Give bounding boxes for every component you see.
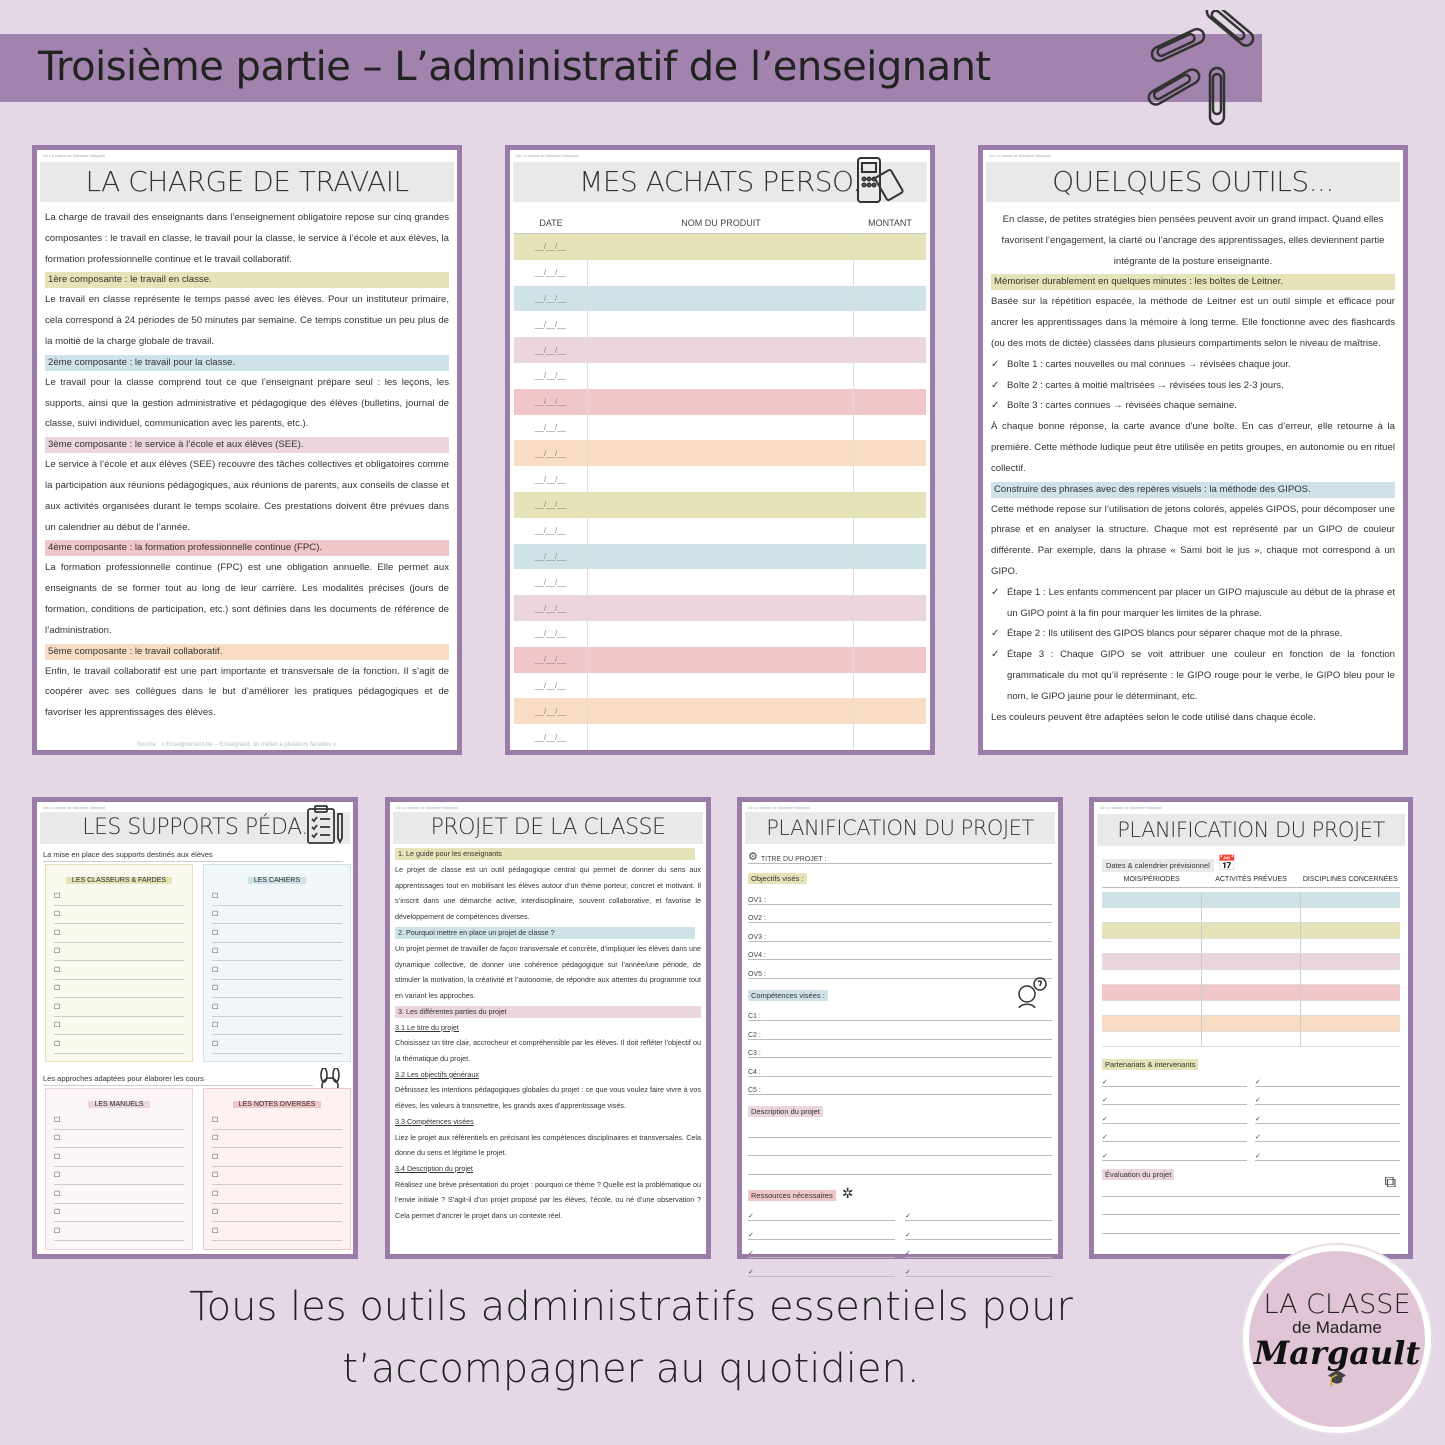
table-row <box>514 698 926 724</box>
graduation-cap-icon: 🎓 <box>1327 1370 1347 1387</box>
checkbox-line[interactable]: ☐ <box>54 1222 184 1241</box>
plan-row <box>1102 923 1400 939</box>
form-line[interactable]: C4 : <box>748 1058 1052 1077</box>
checklist-item: ✓ Boîte 2 : cartes à moitié maîtrisées → révisées tous les 2-3 jours. <box>991 376 1395 397</box>
plan-row <box>1102 892 1400 908</box>
date-placeholder: __/__/__ <box>534 732 567 742</box>
date-placeholder: __/__/__ <box>534 397 567 407</box>
puzzle-icon: ⧉ <box>1384 1174 1396 1191</box>
checkbox-line[interactable]: ☐ <box>54 998 184 1017</box>
table-row <box>514 492 926 518</box>
table-row <box>514 569 926 595</box>
table-row <box>514 415 926 441</box>
thinking-person-icon <box>1014 976 1048 1010</box>
checkbox-line[interactable]: ☐ <box>212 980 342 999</box>
check-line[interactable]: ✓ <box>1102 1068 1247 1087</box>
page-heading: PLANIFICATION DU PROJET <box>1097 814 1405 846</box>
date-placeholder: __/__/__ <box>534 371 567 381</box>
checklist-item: ✓ Étape 2 : Ils utilisent des GIPOS blancs pour séparer chaque mot de la phrase. <box>991 624 1395 645</box>
checkbox-line[interactable]: ☐ <box>212 1111 342 1130</box>
form-line[interactable]: OV3 : <box>748 923 1052 942</box>
section-heading: 1ère composante : le travail en classe. <box>45 272 449 288</box>
table-row <box>514 544 926 570</box>
checkbox-line[interactable]: ☐ <box>54 961 184 980</box>
checkbox-line[interactable]: ☐ <box>212 1017 342 1036</box>
checkbox-line[interactable]: ☐ <box>54 1017 184 1036</box>
date-placeholder: __/__/__ <box>534 448 567 458</box>
form-line[interactable]: OV2 : <box>748 905 1052 924</box>
page-quelques-outils: De La classe de Madame Margault QUELQUES OUTILS... En classe, de petites stratégies bien pensées peuvent avoir un grand impact. Quand elles favorisent l’engagement, la clarté ou l’ancrage des apprentissages, elles deviennent partie intégrante de la posture enseignante. Mémoriser durablement en quelques minutes : les boîtes de Leitner. Basée sur la répétition espacée, la méthode de Leitner est un outil simple et efficace pour ancrer les apprentissages dans la mémoire à long terme. Elle fonctionne avec des flashcards (ou des mots de dictée) classées dans plusieurs compartiments selon le niveau de maîtrise. ✓ Boîte 1 : cartes nouvelles ou mal connues → révisées chaque jour. ✓ Boîte 2 : cartes à moitié maîtrisées → révisées tous les 2-3 jours. ✓ Boîte 3 : cartes connues → révisées chaque semaine. À chaque bonne réponse, la carte avance d’une boîte. En cas d’erreur, elle retourne à la première. Cette méthode ludique peut être utilisée en petits groupes, en autonomie ou en rituel collectif. Construire des phrases avec des repères visuels : la méthode des GIPOS. Cette méthode repose sur l’utilisation de jetons colorés, appelés GIPOS, pour décomposer une phrase et en analyser la structure. Chaque mot est représenté par un GIPO de couleur différente. Par exemple, dans la phrase « Sami boit le jus », chaque mot correspond à un GIPO. ✓ Étape 1 : Les enfants commencent par placer un GIPO majuscule au début de la phrase et un GIPO point à la fin pour marquer les limites de la phrase. ✓ Étape 2 : Ils utilisent des GIPOS blancs pour séparer chaque mot de la phrase. ✓ Étape 3 : Chaque GIPO se voit attribuer une couleur en fonction de la fonction grammaticale du mot qu’il représente : le GIPO rouge pour le verbe, le GIPO bleu pour le nom, le GIPO jaune pour le déterminant, etc. Les couleurs peuvent être adaptées selon le code utilisé dans chaque école. <box>978 145 1408 755</box>
check-line[interactable]: ✓ <box>1255 1068 1400 1087</box>
date-placeholder: __/__/__ <box>534 526 567 536</box>
checkbox-line[interactable]: ☐ <box>54 1111 184 1130</box>
form-line[interactable]: C5 : <box>748 1077 1052 1096</box>
check-line[interactable]: ✓ <box>1255 1087 1400 1106</box>
page-supports-peda: De La classe de Madame Margault LES SUPPORTS PÉDA. La mise en place des supports destinés aux élèves LES CLASSEURS & FARDES ☐ ☐ ☐ ☐ ☐ ☐ ☐ ☐ ☐ LES CAHIERS ☐ ☐ ☐ ☐ ☐ ☐ ☐ ☐ ☐ Les approches adaptées pour élaborer les cours LES MANUELS ☐ ☐ ☐ ☐ ☐ ☐ ☐ LES NOTES DIVERSES ☐ ☐ ☐ ☐ ☐ ☐ ☐ <box>32 797 358 1259</box>
section-heading: 5ème composante : le travail collaboratif. <box>45 644 449 660</box>
col-amount: MONTANT <box>868 217 912 228</box>
date-placeholder: __/__/__ <box>534 500 567 510</box>
date-placeholder: __/__/__ <box>534 345 567 355</box>
page-title: Troisième partie – L’administratif de l’enseignant <box>38 44 991 90</box>
box-classeurs: LES CLASSEURS & FARDES ☐ ☐ ☐ ☐ ☐ ☐ ☐ ☐ ☐ <box>45 864 193 1062</box>
check-line[interactable]: ✓ <box>748 1240 895 1259</box>
plan-row <box>1102 1032 1400 1048</box>
page-projet-classe: De La classe de Madame Margault PROJET DE LA CLASSE 1. Le guide pour les enseignants Le projet de classe est un outil pédagogique central qui permet de donner du sens aux apprentissages tout en mobilisant les élèves autour d’un thème porteur, concret et motivant. Il s’inscrit dans une démarche active, interdisciplinaire, souvent collaborative, et favorise le développement de compétences diverses. 2. Pourquoi mettre en place un projet de classe ? Un projet permet de travailler de façon transversale et concrète, d’impliquer les élèves dans une dynamique collective, de donner une cohérence pédagogique sur l’année/une période, de stimuler la motivation, la créativité et l’autonomie, de répondre aux attentes du programme tout en variant les approches. 3. Les différentes parties du projet 3.1 Le titre du projet Choisissez un titre clair, accrocheur et compréhensible par les élèves. Il doit refléter l’objectif ou la thématique du projet. 3.2 Les objectifs généraux Définissez les intentions pédagogiques globales du projet : ce que vous voulez faire vivre à vos élèves, les valeurs à transmettre, les grands axes d’apprentissage visés. 3.3 Compétences visées Liez le projet aux référentiels en précisant les compétences disciplinaires et transversales. Cela donne du sens et légitime le projet. 3.4 Description du projet Réalisez une brève présentation du projet : pourquoi ce thème ? Quelle est la problématique ou l’envie initiale ? S’agit-il d’un projet proposé par les élèves, l’école, ou né d’une observation ? Cela permet d’ancrer le projet dans un contexte réel. <box>385 797 711 1259</box>
form-line[interactable]: OV4 : <box>748 942 1052 961</box>
date-placeholder: __/__/__ <box>534 680 567 690</box>
plan-row <box>1102 985 1400 1001</box>
page-achats-perso: De La classe de Madame Margault MES ACHATS PERSO. DATE NOM DU PRODUIT MONTANT __/__/__ __/__/__ __/__/__ __/__/__ __/__/__ __/__/__ __/__/__ __/__/__ __/__/__ __/__/__ __/__/__ __/__/__ __/__/__ __/__/__ __/__/__ __/__/__ __/__/__ __/__/__ __/__/__ __/__/__ <box>505 145 935 755</box>
date-placeholder: __/__/__ <box>534 629 567 639</box>
table-row <box>514 311 926 337</box>
date-placeholder: __/__/__ <box>534 319 567 329</box>
checkbox-line[interactable]: ☐ <box>54 1185 184 1204</box>
check-line[interactable]: ✓ <box>1255 1124 1400 1143</box>
checklist-item: ✓ Boîte 3 : cartes connues → révisées chaque semaine. <box>991 396 1395 417</box>
check-line[interactable]: ✓ <box>1102 1124 1247 1143</box>
checkbox-line[interactable]: ☐ <box>212 1148 342 1167</box>
check-line[interactable]: ✓ <box>748 1203 895 1222</box>
check-line[interactable]: ✓ <box>905 1240 1052 1259</box>
check-line[interactable]: ✓ <box>1255 1105 1400 1124</box>
check-line[interactable]: ✓ <box>905 1221 1052 1240</box>
section-heading: 3ème composante : le service à l’école et aux élèves (SEE). <box>45 437 449 453</box>
plan-row <box>1102 939 1400 955</box>
table-row <box>514 518 926 544</box>
page-planification-2: De La classe de Madame Margault PLANIFICATION DU PROJET Dates & calendrier prévisionnel 📅 MOIS/PÉRIODES ACTIVITÉS PRÉVUES DISCIPLINES CONCERNÉES Partenariats & intervenants ✓ ✓ ✓ ✓ ✓ ✓ ✓ ✓ ✓ ✓ Évaluation du projet ⧉ <box>1089 797 1413 1259</box>
form-line[interactable]: C3 : <box>748 1040 1052 1059</box>
check-line[interactable]: ✓ <box>1102 1105 1247 1124</box>
table-row <box>514 724 926 750</box>
date-placeholder: __/__/__ <box>534 655 567 665</box>
section-heading: 4ème composante : la formation professionnelle continue (FPC). <box>45 540 449 556</box>
date-placeholder: __/__/__ <box>534 603 567 613</box>
purchase-table <box>514 212 926 750</box>
section-heading: Mémoriser durablement en quelques minutes : les boîtes de Leitner. <box>991 274 1395 290</box>
check-line[interactable]: ✓ <box>905 1203 1052 1222</box>
date-placeholder: __/__/__ <box>534 706 567 716</box>
checkbox-line[interactable]: ☐ <box>54 924 184 943</box>
card-payment-icon <box>854 154 908 208</box>
checkbox-line[interactable]: ☐ <box>54 1167 184 1186</box>
checkbox-line[interactable]: ☐ <box>212 924 342 943</box>
form-line[interactable]: OV1 : <box>748 886 1052 905</box>
checkbox-line[interactable]: ☐ <box>212 998 342 1017</box>
check-line[interactable]: ✓ <box>748 1221 895 1240</box>
form-line[interactable]: OV5 : <box>748 960 1052 979</box>
date-placeholder: __/__/__ <box>534 551 567 561</box>
col-date: DATE <box>539 217 563 228</box>
checkbox-line[interactable]: ☐ <box>54 980 184 999</box>
source-note: Source : « Enseignement.be – Enseignant, un métier à plusieurs facettes » <box>137 742 337 748</box>
page-heading: PROJET DE LA CLASSE <box>393 812 703 844</box>
paperclip-icon <box>1142 10 1262 130</box>
date-placeholder: __/__/__ <box>534 422 567 432</box>
checklist-item: ✓ Boîte 1 : cartes nouvelles ou mal connues → révisées chaque jour. <box>991 355 1395 376</box>
form-line[interactable]: C2 : <box>748 1021 1052 1040</box>
table-row <box>514 595 926 621</box>
table-row <box>514 440 926 466</box>
table-row <box>514 647 926 673</box>
checkbox-line[interactable]: ☐ <box>212 887 342 906</box>
box-cahiers: LES CAHIERS ☐ ☐ ☐ ☐ ☐ ☐ ☐ ☐ ☐ <box>203 864 351 1062</box>
checkbox-line[interactable]: ☐ <box>212 1035 342 1054</box>
clipboard-checklist-icon <box>305 804 345 846</box>
checkbox-line[interactable]: ☐ <box>212 1167 342 1186</box>
col-product: NOM DU PRODUIT <box>681 217 761 228</box>
checkbox-line[interactable]: ☐ <box>54 1148 184 1167</box>
page-body: 1. Le guide pour les enseignants Le projet de classe est un outil pédagogique central qui permet de donner du sens aux apprentissages tout en mobilisant les élèves autour d’un thème porteur, concret et motivant. Il s’inscrit dans une démarche active, interdisciplinaire, souvent collaborative, et favorise le développement de compétences diverses. 2. Pourquoi mettre en place un projet de classe ? Un projet permet de travailler de façon transversale et concrète, d’impliquer les élèves dans une dynamique collective, de donner une cohérence pédagogique sur l’année/une période, de stimuler la motivation, la créativité et l’autonomie, de répondre aux attentes du programme tout en variant les approches. 3. Les différentes parties du projet 3.1 Le titre du projet Choisissez un titre clair, accrocheur et compréhensible par les élèves. Il doit refléter l’objectif ou la thématique du projet. 3.2 Les objectifs généraux Définissez les intentions pédagogiques globales du projet : ce que vous voulez faire vivre à vos élèves, les valeurs à transmettre, les grands axes d’apprentissage visés. 3.3 Compétences visées Liez le projet aux référentiels en précisant les compétences disciplinaires et transversales. Cela donne du sens et légitime le projet. 3.4 Description du projet Réalisez une brève présentation du projet : pourquoi ce thème ? Quelle est la problématique ou l’envie initiale ? S’agit-il d’un projet proposé par les élèves, l’école, ou né d’une observation ? Cela permet d’ancrer le projet dans un contexte réel. <box>395 849 701 1221</box>
check-line[interactable]: ✓ <box>1102 1142 1247 1161</box>
table-row <box>514 337 926 363</box>
checkbox-line[interactable]: ☐ <box>54 887 184 906</box>
brand-logo: LA CLASSE de Madame Margault 🎓 <box>1243 1245 1431 1433</box>
section-heading: 2ème composante : le travail pour la classe. <box>45 355 449 371</box>
page-body: En classe, de petites stratégies bien pensées peuvent avoir un grand impact. Quand elles favorisent l’engagement, la clarté ou l’ancrage des apprentissages, elles deviennent partie intégrante de la posture enseignante. Mémoriser durablement en quelques minutes : les boîtes de Leitner. Basée sur la répétition espacée, la méthode de Leitner est un outil simple et efficace pour ancrer les apprentissages dans la mémoire à long terme. Elle fonctionne avec des flashcards (ou des mots de dictée) classées dans plusieurs compartiments selon le niveau de maîtrise. ✓ Boîte 1 : cartes nouvelles ou mal connues → révisées chaque jour. ✓ Boîte 2 : cartes à moitié maîtrisées → révisées tous les 2-3 jours. ✓ Boîte 3 : cartes connues → révisées chaque semaine. À chaque bonne réponse, la carte avance d’une boîte. En cas d’erreur, elle retourne à la première. Cette méthode ludique peut être utilisée en petits groupes, en autonomie ou en rituel collectif. Construire des phrases avec des repères visuels : la méthode des GIPOS. Cette méthode repose sur l’utilisation de jetons colorés, appelés GIPOS, pour décomposer une phrase et en analyser la structure. Chaque mot est représenté par un GIPO de couleur différente. Par exemple, dans la phrase « Sami boit le jus », chaque mot correspond à un GIPO. ✓ Étape 1 : Les enfants commencent par placer un GIPO majuscule au début de la phrase et un GIPO point à la fin pour marquer les limites de la phrase. ✓ Étape 2 : Ils utilisent des GIPOS blancs pour séparer chaque mot de la phrase. ✓ Étape 3 : Chaque GIPO se voit attribuer une couleur en fonction de la fonction grammaticale du mot qu’il représente : le GIPO rouge pour le verbe, le GIPO bleu pour le nom, le GIPO jaune pour le déterminant, etc. Les couleurs peuvent être adaptées selon le code utilisé dans chaque école. <box>991 210 1395 728</box>
checkbox-line[interactable]: ☐ <box>212 906 342 925</box>
checkbox-line[interactable]: ☐ <box>54 1204 184 1223</box>
check-line[interactable]: ✓ <box>748 1258 895 1277</box>
checkbox-line[interactable]: ☐ <box>212 1204 342 1223</box>
checkbox-line[interactable]: ☐ <box>54 943 184 962</box>
checkbox-line[interactable]: ☐ <box>212 1185 342 1204</box>
checkbox-line[interactable]: ☐ <box>212 961 342 980</box>
date-placeholder: __/__/__ <box>534 293 567 303</box>
plan-row <box>1102 970 1400 986</box>
table-row <box>514 673 926 699</box>
caption-line-2: t’accompagner au quotidien. <box>342 1346 920 1392</box>
page-heading: QUELQUES OUTILS... <box>986 162 1400 202</box>
check-line[interactable]: ✓ <box>1255 1142 1400 1161</box>
checklist-item: ✓ Étape 3 : Chaque GIPO se voit attribuer une couleur en fonction de la fonction grammaticale du mot qu’il représente : le GIPO rouge pour le verbe, le GIPO bleu pour le nom, le GIPO jaune pour le déterminant, etc. <box>991 645 1395 707</box>
plan-row <box>1102 954 1400 970</box>
checklist-item: ✓ Étape 1 : Les enfants commencent par placer un GIPO majuscule au début de la phrase et un GIPO point à la fin pour marquer les limites de la phrase. <box>991 583 1395 625</box>
date-placeholder: __/__/__ <box>534 474 567 484</box>
table-row <box>514 466 926 492</box>
checkbox-line[interactable]: ☐ <box>54 906 184 925</box>
page-heading: LES SUPPORTS PÉDA. <box>40 812 350 844</box>
table-row <box>514 363 926 389</box>
table-row <box>514 286 926 312</box>
page-heading: MES ACHATS PERSO. <box>513 162 927 202</box>
caption-line-1: Tous les outils administratifs essentiels pour <box>189 1284 1073 1330</box>
box-notes: LES NOTES DIVERSES ☐ ☐ ☐ ☐ ☐ ☐ ☐ <box>203 1088 351 1250</box>
tools-icon: ✲ <box>841 1184 854 1201</box>
date-placeholder: __/__/__ <box>534 242 567 252</box>
plan-row <box>1102 1001 1400 1017</box>
section-heading: Construire des phrases avec des repères visuels : la méthode des GIPOS. <box>991 482 1395 498</box>
title-banner <box>0 34 1262 102</box>
checkbox-line[interactable]: ☐ <box>212 943 342 962</box>
gear-icon: ⚙ <box>748 851 758 863</box>
table-row <box>514 621 926 647</box>
page-charge-de-travail: De La classe de Madame Margault LA CHARGE DE TRAVAIL La charge de travail des enseignants dans l’enseignement obligatoire repose sur cinq grandes composantes : le travail en classe, le travail pour la classe, le service à l’école et aux élèves, la formation professionnelle continue et le travail collaboratif. 1ère composante : le travail en classe. Le travail en classe représente le temps passé avec les élèves. Pour un instituteur primaire, cela correspond à 24 périodes de 50 minutes par semaine. Ce temps constitue un peu plus de la moitié de la charge globale de travail. 2ème composante : le travail pour la classe. Le travail pour la classe comprend tout ce que l’enseignant prépare seul : les leçons, les supports, ainsi que la gestion administrative et pédagogique des élèves (bulletins, journal de classe, suivi individuel, communication avec les parents, etc.). 3ème composante : le service à l’école et aux élèves (SEE). Le service à l’école et aux élèves (SEE) recouvre des tâches collectives et obligatoires comme la participation aux réunions pédagogiques, aux réunions de parents, aux conseils de classe et aux activités organisées durant le temps scolaire. Ces prestations doivent être prévues dans un calendrier au début de l’année. 4ème composante : la formation professionnelle continue (FPC). La formation professionnelle continue (FPC) est une obligation annuelle. Elle permet aux enseignants de se former tout au long de leur carrière. Les modalités précises (jours de formation, conditions de participation, etc.) sont définies dans les documents de référence de l’administration. 5ème composante : le travail collaboratif. Enfin, le travail collaboratif est une part importante et transversale de la fonction. Il s’agit de coopérer avec ses collègues dans le but d’améliorer les pratiques pédagogiques et de favoriser les apprentissages des élèves. Source : « Enseignement.be – Enseignant, un métier à plusieurs facettes » <box>32 145 462 755</box>
check-line[interactable]: ✓ <box>905 1258 1052 1277</box>
date-placeholder: __/__/__ <box>534 577 567 587</box>
box-manuels: LES MANUELS ☐ ☐ ☐ ☐ ☐ ☐ ☐ <box>45 1088 193 1250</box>
table-row <box>514 389 926 415</box>
page-body: La charge de travail des enseignants dans l’enseignement obligatoire repose sur cinq grandes composantes : le travail en classe, le travail pour la classe, le service à l’école et aux élèves, la formation professionnelle continue et le travail collaboratif. 1ère composante : le travail en classe. Le travail en classe représente le temps passé avec les élèves. Pour un instituteur primaire, cela correspond à 24 périodes de 50 minutes par semaine. Ce temps constitue un peu plus de la moitié de la charge globale de travail. 2ème composante : le travail pour la classe. Le travail pour la classe comprend tout ce que l’enseignant prépare seul : les leçons, les supports, ainsi que la gestion administrative et pédagogique des élèves (bulletins, journal de classe, suivi individuel, communication avec les parents, etc.). 3ème composante : le service à l’école et aux élèves (SEE). Le service à l’école et aux élèves (SEE) recouvre des tâches collectives et obligatoires comme la participation aux réunions pédagogiques, aux réunions de parents, aux conseils de classe et aux activités organisées durant le temps scolaire. Ces prestations doivent être prévues dans un calendrier au début de l’année. 4ème composante : la formation professionnelle continue (FPC). La formation professionnelle continue (FPC) est une obligation annuelle. Elle permet aux enseignants de se former tout au long de leur carrière. Les modalités précises (jours de formation, conditions de participation, etc.) sont définies dans les documents de référence de l’administration. 5ème composante : le travail collaboratif. Enfin, le travail collaboratif est une part importante et transversale de la fonction. Il s’agit de coopérer avec ses collègues dans le but d’améliorer les pratiques pédagogiques et de favoriser les apprentissages des élèves. <box>45 212 449 719</box>
plan-row <box>1102 1016 1400 1032</box>
date-placeholder: __/__/__ <box>534 268 567 278</box>
calendar-icon: 📅 <box>1217 855 1237 872</box>
table-row <box>514 234 926 260</box>
plan-row <box>1102 908 1400 924</box>
page-planification-1: De La classe de Madame Margault PLANIFICATION DU PROJET ⚙ TITRE DU PROJET : Objectifs visés : OV1 : OV2 : OV3 : OV4 : OV5 : Compétences visées : C1 : C2 : C3 : C4 : C5 : Description du projet Ressources nécessaires ✲ ✓ ✓ ✓ ✓ ✓ ✓ ✓ ✓ <box>737 797 1063 1259</box>
table-row <box>514 260 926 286</box>
form-line[interactable]: C1 : <box>748 1003 1052 1022</box>
checkbox-line[interactable]: ☐ <box>212 1222 342 1241</box>
page-heading: LA CHARGE DE TRAVAIL <box>40 162 454 202</box>
check-line[interactable]: ✓ <box>1102 1087 1247 1106</box>
checkbox-line[interactable]: ☐ <box>54 1035 184 1054</box>
checkbox-line[interactable]: ☐ <box>212 1130 342 1149</box>
checkbox-line[interactable]: ☐ <box>54 1130 184 1149</box>
page-heading: PLANIFICATION DU PROJET <box>745 812 1055 844</box>
